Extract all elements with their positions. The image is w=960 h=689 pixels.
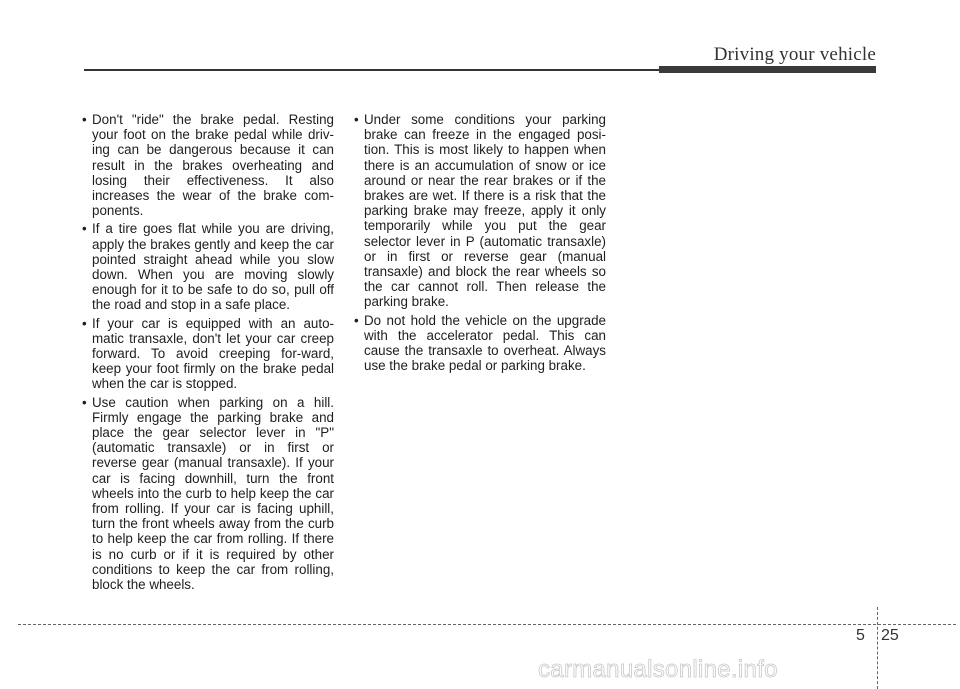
page-number: 25 (881, 627, 899, 644)
list-item-text: Do not hold the vehicle on the upgrade with the accelerator pedal. This can cause the transaxle to overheat. Always use the brake pedal or parking brake. (364, 312, 606, 374)
left-text-column (82, 112, 334, 595)
list-item-text: Use caution when parking on a hill. Firmly engage the parking brake and place the gear selector lever in "P" (automatic transaxle) or in first or reverse gear (manual transaxle). If your car is facing downhill, turn the front wheels into the curb to help keep the car from rolling. If your car is facing uphill, turn the front wheels away from the curb to help keep the car from rolling. If there is no curb or if it is required by other conditions to keep the car from rolling, block the wheels. (92, 394, 334, 593)
list-item (82, 395, 334, 593)
list-item-text: If a tire goes flat while you are driving, apply the brakes gently and keep the car pointed straight ahead while you slow down. When you are moving slowly enough for it to be safe to do so, pull off the road and stop in a safe place. (92, 221, 334, 313)
header-rule (84, 69, 659, 71)
watermark-text: carmanualsonline.info (538, 656, 778, 683)
list-item (82, 316, 334, 392)
list-item (82, 221, 334, 312)
chapter-number: 5 (856, 627, 865, 644)
right-text-column (354, 112, 606, 376)
bullet-icon: • (82, 315, 87, 331)
bullet-icon: • (82, 221, 87, 237)
list-item-text: Under some conditions your parking brake can freeze in the engaged posi-tion. This is most likely to happen when there is an accumulation of snow or ice around or near the rear brakes or if the brakes are wet. If there is a risk that the parking brake may freeze, apply it only temporarily while you put the gear selector lever in P (automatic transaxle) or in first or reverse gear (manual transaxle) and block the rear wheels so the car cannot roll. Then release the parking brake. (364, 112, 606, 310)
list-item-text: If your car is equipped with an auto-matic transaxle, don't let your car creep forward. To avoid creeping for-ward, keep your foot firmly on the brake pedal when the car is stopped. (92, 315, 334, 392)
right-bullet-list (354, 112, 606, 373)
section-header-title: Driving your vehicle (713, 44, 876, 65)
bullet-icon: • (82, 394, 87, 410)
bullet-icon: • (354, 312, 359, 328)
header-accent-bar (659, 66, 876, 73)
bullet-icon: • (82, 112, 87, 127)
footer-dashed-rule (18, 624, 956, 625)
list-item (354, 112, 606, 310)
bullet-icon: • (354, 112, 359, 127)
list-item (82, 112, 334, 218)
footer-dashed-divider (877, 607, 878, 689)
list-item-text: Don't "ride" the brake pedal. Resting your foot on the brake pedal while driv-ing can be dangerous because it can result in the brakes overheating and losing their effectiveness. It also increases the wear of the brake com-ponents. (92, 112, 334, 219)
list-item (354, 313, 606, 374)
left-bullet-list (82, 112, 334, 592)
